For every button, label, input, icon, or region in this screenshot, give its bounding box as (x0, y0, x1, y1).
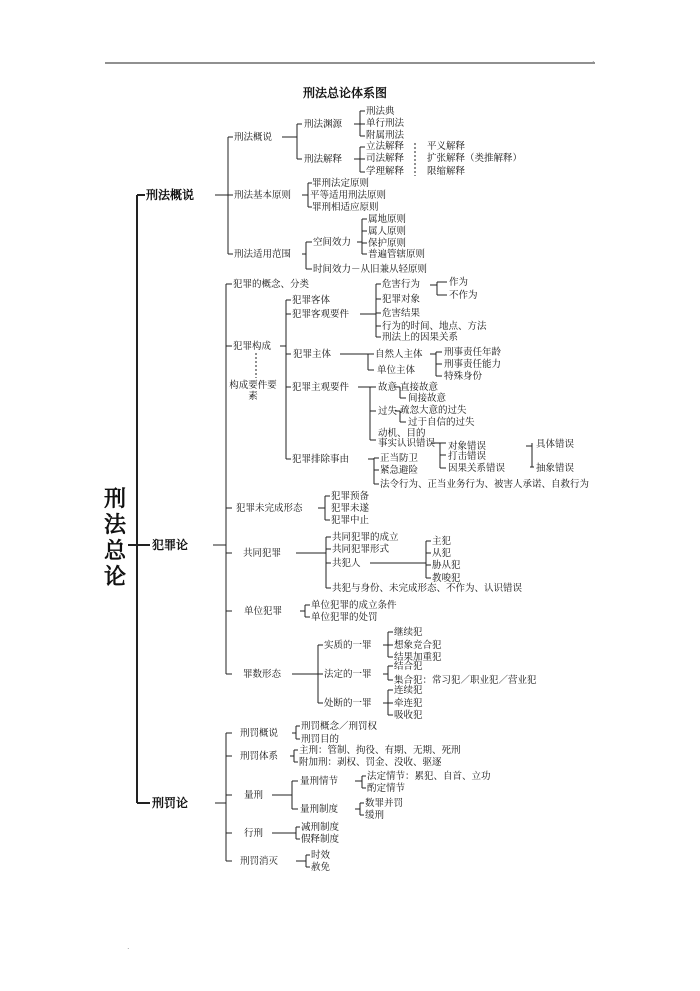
node-weiwancheng: 犯罪未完成形态 (236, 503, 303, 514)
footer-mark: . (127, 942, 130, 951)
node-item: 结果加重犯 (394, 652, 442, 663)
node-item: 因果关系错误 (448, 463, 506, 474)
node-guyi: 故意 (378, 382, 398, 393)
node-item: 时效 (311, 850, 331, 861)
node-keguan: 犯罪客观要件 (292, 309, 350, 320)
node-item: 特殊身份 (444, 371, 483, 382)
node-item: 单行刑法 (366, 118, 405, 129)
node-xgaishuo: 刑罚概说 (240, 728, 279, 739)
node-item: 犯罪未遂 (331, 503, 370, 514)
node-item: 司法解释 (366, 153, 405, 164)
node-item: 结合犯 (394, 661, 423, 672)
node-item: 从犯 (432, 548, 452, 559)
node-item: 刑事责任年龄 (444, 347, 502, 358)
node-item: 限缩解释 (427, 166, 466, 177)
node-danwei: 单位犯罪 (244, 606, 283, 617)
node-item: 单位犯罪的成立条件 (311, 600, 397, 611)
node-fading: 法定的一罪 (324, 669, 372, 680)
node-jieshi: 刑法解释 (304, 154, 343, 165)
node-item: 牵连犯 (394, 698, 423, 709)
node-yuanyuan: 刑法渊源 (304, 119, 343, 130)
section-2-head: 犯罪论 (152, 538, 189, 552)
node-item: 扩张解释（类推解释） (427, 153, 523, 164)
node-item: 直接故意 (400, 382, 439, 393)
diagram-title: 刑法总论体系图 (303, 86, 388, 100)
node-cuowu: 事实认识错误 (378, 438, 436, 449)
node-shijian: 时间效力－从旧兼从轻原则 (313, 264, 428, 275)
node-item: 单位犯罪的处罚 (311, 612, 378, 623)
node-xingxing: 行刑 (244, 828, 264, 839)
node-item: 保护原则 (368, 238, 407, 249)
node-gongfan: 共犯人 (332, 558, 361, 569)
section-1-head: 刑法概说 (146, 188, 195, 202)
node-item: 减刑制度 (301, 822, 340, 833)
node-liangxing: 量刑 (244, 790, 264, 801)
node-gaishuo: 刑法概说 (234, 132, 273, 143)
node-item: 附属刑法 (366, 130, 405, 141)
node-item: 危害行为 (382, 279, 421, 290)
node-item: 继续犯 (394, 627, 423, 638)
node-zuishu: 罪数形态 (243, 669, 282, 680)
node-item: 胁从犯 (432, 560, 461, 571)
node-gongfan-note: 共犯与身份、未完成形态、不作为、认识错误 (332, 583, 523, 594)
node-item: 罪刑相适应原则 (312, 202, 379, 213)
node-yaojian: 构成要件要素 (229, 380, 277, 402)
node-item: 共同犯罪形式 (332, 544, 390, 555)
node-zhuti: 犯罪主体 (293, 349, 332, 360)
root-node: 刑法总论 (103, 487, 126, 590)
node-item: 间接故意 (408, 393, 447, 404)
node-item: 具体错误 (536, 439, 575, 450)
node-item: 数罪并罚 (365, 798, 404, 809)
node-item: 想象竞合犯 (394, 640, 442, 651)
node-chufa: 处断的一罪 (324, 698, 372, 709)
header-mark: . (592, 55, 595, 64)
node-item: 正当防卫 (380, 453, 419, 464)
node-item: 危害结果 (382, 308, 421, 319)
node-item: 假释制度 (301, 834, 340, 845)
node-item: 学理解释 (366, 166, 405, 177)
node-paichu: 犯罪排除事由 (292, 454, 350, 465)
node-item: 刑法典 (366, 106, 395, 117)
node-item: 赦免 (311, 862, 331, 873)
node-item: 刑罚目的 (301, 734, 340, 745)
node-item: 主犯 (432, 536, 452, 547)
node-item: 附加刑：剥权、罚金、没收、驱逐 (299, 757, 442, 768)
node-xiaomie: 刑罚消灭 (240, 856, 279, 867)
node-item: 疏忽大意的过失 (400, 405, 467, 416)
node-item: 作为 (449, 277, 469, 288)
node-item: 共同犯罪的成立 (332, 532, 399, 543)
node-yuanze: 刑法基本原则 (234, 190, 292, 201)
node-item: 法定情节：累犯、自首、立功 (367, 771, 491, 782)
node-item: 罪刑法定原则 (312, 178, 370, 189)
node-item: 犯罪预备 (331, 491, 370, 502)
node-item: 犯罪对象 (382, 294, 421, 305)
node-shizhi: 实质的一罪 (324, 640, 372, 651)
node-item: 平义解释 (427, 141, 466, 152)
section-3-head: 刑罚论 (152, 796, 189, 810)
node-item: 缓刑 (365, 810, 385, 821)
node-zhidu: 量刑制度 (300, 804, 339, 815)
node-item: 犯罪中止 (331, 515, 370, 526)
node-item: 主刑：管制、拘役、有期、无期、死刑 (299, 745, 461, 756)
node-item: 行为的时间、地点、方法 (382, 321, 487, 332)
node-goucheng: 犯罪构成 (233, 341, 272, 352)
node-item: 普遍管辖原则 (368, 249, 426, 260)
node-item: 平等适用刑法原则 (310, 190, 387, 201)
node-item: 属人原则 (368, 226, 407, 237)
node-item: 属地原则 (368, 214, 407, 225)
node-item: 刑法上的因果关系 (382, 332, 459, 343)
node-qingjie: 量刑情节 (300, 776, 339, 787)
node-guoshi: 过失 (378, 406, 398, 417)
node-dongji: 动机、目的 (378, 428, 426, 439)
node-zhuguan: 犯罪主观要件 (292, 382, 350, 393)
node-gongtong: 共同犯罪 (243, 548, 282, 559)
node-item: 连续犯 (394, 685, 423, 696)
node-item: 对象错误 (448, 441, 487, 452)
node-item: 酌定情节 (367, 783, 406, 794)
node-item: 刑罚概念／刑罚权 (301, 721, 378, 732)
node-item: 打击错误 (448, 451, 487, 462)
node-item: 刑事责任能力 (444, 359, 502, 370)
node-danwei-zhuti: 单位主体 (377, 365, 416, 376)
node-shiyong: 刑法适用范围 (234, 249, 292, 260)
node-gainian: 犯罪的概念、分类 (233, 279, 310, 290)
node-item: 集合犯：常习犯／职业犯／营业犯 (394, 675, 537, 686)
node-item: 吸收犯 (394, 710, 423, 721)
node-item: 抽象错误 (536, 463, 575, 474)
node-item: 立法解释 (366, 141, 405, 152)
node-item: 教唆犯 (432, 573, 461, 584)
node-item: 法令行为、正当业务行为、被害人承诺、自救行为 (380, 479, 590, 490)
node-item: 过于自信的过失 (408, 417, 475, 428)
node-tixi: 刑罚体系 (240, 751, 279, 762)
node-keti: 犯罪客体 (292, 295, 331, 306)
node-item: 不作为 (449, 290, 478, 301)
node-item: 紧急避险 (380, 465, 419, 476)
node-kongjian: 空间效力 (313, 237, 352, 248)
node-ziranren: 自然人主体 (375, 349, 423, 360)
